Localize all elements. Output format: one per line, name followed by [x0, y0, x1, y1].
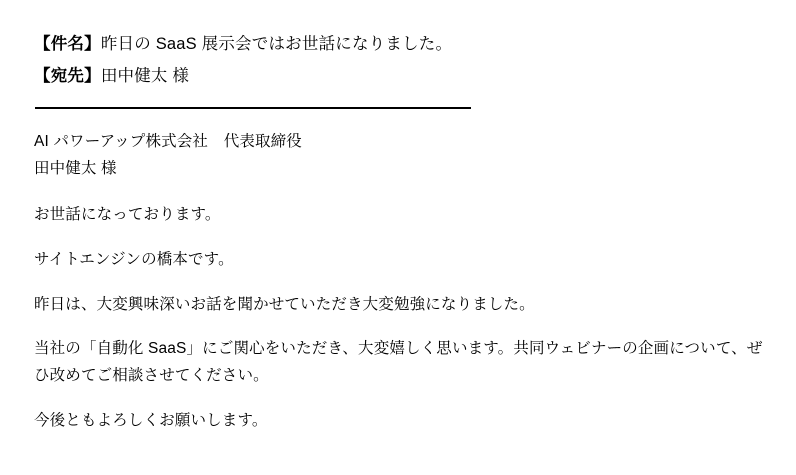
document-body [34, 129, 768, 434]
address-line-person: 田中健太 様 [34, 159, 117, 177]
paragraph-proposal: 当社の「自動化 SaaS」にご関心をいただき、大変嬉しく思います。共同ウェビナーの企画について、ぜひ改めてご相談させてください。 [34, 340, 763, 385]
recipient-text: 田中健太 様 [100, 66, 190, 85]
paragraph-closing: 今後ともよろしくお願いします。 [34, 411, 268, 429]
recipient-line [34, 64, 768, 90]
subject-label: 【件名】 [34, 35, 101, 53]
paragraph-thanks: 昨日は、大変興味深いお話を聞かせていただき大変勉強になりました。 [34, 295, 535, 313]
subject-line [34, 32, 768, 58]
address-block [34, 129, 768, 182]
recipient-label: 【宛先】 [34, 66, 101, 85]
section-divider [35, 107, 471, 109]
address-line-company: AI パワーアップ株式会社 代表取締役 [34, 133, 302, 151]
paragraph-introduction: サイトエンジンの橋本です。 [34, 251, 234, 269]
subject-text: 昨日の SaaS 展示会ではお世話になりました。 [100, 35, 453, 53]
paragraph-greeting: お世話になっております。 [34, 206, 221, 224]
